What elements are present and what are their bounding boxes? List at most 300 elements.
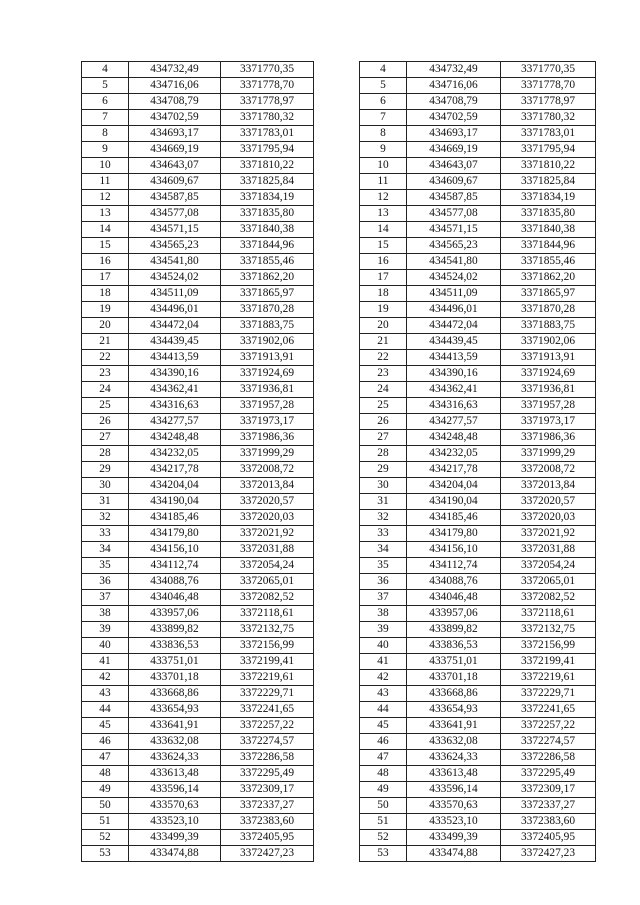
column-gap (314, 78, 360, 94)
left-x-coordinate: 434316,63 (129, 398, 221, 414)
column-gap (314, 686, 360, 702)
table-row (82, 542, 596, 558)
left-x-coordinate: 434179,80 (129, 526, 221, 542)
left-y-coordinate: 3371936,81 (221, 382, 314, 398)
right-point-number: 36 (360, 574, 407, 590)
left-y-coordinate: 3371865,97 (221, 286, 314, 302)
column-gap (314, 638, 360, 654)
left-x-coordinate: 434248,48 (129, 430, 221, 446)
right-x-coordinate: 434362,41 (407, 382, 501, 398)
table-row (82, 446, 596, 462)
left-x-coordinate: 433474,88 (129, 846, 221, 862)
right-x-coordinate: 434277,57 (407, 414, 501, 430)
left-x-coordinate: 434587,85 (129, 190, 221, 206)
right-y-coordinate: 3372031,88 (501, 542, 596, 558)
table-row (82, 558, 596, 574)
column-gap (314, 734, 360, 750)
column-gap (314, 798, 360, 814)
right-point-number: 51 (360, 814, 407, 830)
left-y-coordinate: 3372229,71 (221, 686, 314, 702)
right-point-number: 9 (360, 142, 407, 158)
left-point-number: 10 (82, 158, 129, 174)
right-point-number: 39 (360, 622, 407, 638)
column-gap (314, 62, 360, 78)
right-point-number: 45 (360, 718, 407, 734)
left-point-number: 4 (82, 62, 129, 78)
left-point-number: 29 (82, 462, 129, 478)
left-x-coordinate: 434112,74 (129, 558, 221, 574)
column-gap (314, 494, 360, 510)
column-gap (314, 254, 360, 270)
right-point-number: 34 (360, 542, 407, 558)
right-point-number: 23 (360, 366, 407, 382)
left-y-coordinate: 3371810,22 (221, 158, 314, 174)
column-gap (314, 526, 360, 542)
right-x-coordinate: 434702,59 (407, 110, 501, 126)
right-y-coordinate: 3372013,84 (501, 478, 596, 494)
right-y-coordinate: 3371778,97 (501, 94, 596, 110)
left-x-coordinate: 433654,93 (129, 702, 221, 718)
column-gap (314, 142, 360, 158)
right-y-coordinate: 3371957,28 (501, 398, 596, 414)
table-row (82, 574, 596, 590)
right-point-number: 20 (360, 318, 407, 334)
column-gap (314, 190, 360, 206)
right-point-number: 8 (360, 126, 407, 142)
left-y-coordinate: 3371957,28 (221, 398, 314, 414)
column-gap (314, 654, 360, 670)
right-y-coordinate: 3371936,81 (501, 382, 596, 398)
right-y-coordinate: 3372337,27 (501, 798, 596, 814)
table-row (82, 846, 596, 862)
left-point-number: 22 (82, 350, 129, 366)
left-x-coordinate: 434693,17 (129, 126, 221, 142)
right-point-number: 28 (360, 446, 407, 462)
right-x-coordinate: 434217,78 (407, 462, 501, 478)
column-gap (314, 478, 360, 494)
right-point-number: 13 (360, 206, 407, 222)
right-y-coordinate: 3372286,58 (501, 750, 596, 766)
left-y-coordinate: 3371840,38 (221, 222, 314, 238)
right-point-number: 35 (360, 558, 407, 574)
left-x-coordinate: 434362,41 (129, 382, 221, 398)
table-row (82, 590, 596, 606)
left-x-coordinate: 434232,05 (129, 446, 221, 462)
table-row (82, 302, 596, 318)
column-gap (314, 718, 360, 734)
table-row (82, 638, 596, 654)
column-gap (314, 846, 360, 862)
right-point-number: 31 (360, 494, 407, 510)
right-x-coordinate: 434185,46 (407, 510, 501, 526)
column-gap (314, 606, 360, 622)
left-y-coordinate: 3371825,84 (221, 174, 314, 190)
table-row (82, 462, 596, 478)
left-y-coordinate: 3371883,75 (221, 318, 314, 334)
left-y-coordinate: 3372219,61 (221, 670, 314, 686)
right-point-number: 26 (360, 414, 407, 430)
right-x-coordinate: 434565,23 (407, 238, 501, 254)
left-x-coordinate: 433624,33 (129, 750, 221, 766)
column-gap (314, 446, 360, 462)
table-row (82, 158, 596, 174)
right-x-coordinate: 434524,02 (407, 270, 501, 286)
table-row (82, 830, 596, 846)
table-row (82, 366, 596, 382)
table-row (82, 750, 596, 766)
table-row (82, 814, 596, 830)
right-point-number: 48 (360, 766, 407, 782)
column-gap (314, 110, 360, 126)
left-y-coordinate: 3372031,88 (221, 542, 314, 558)
table-row (82, 606, 596, 622)
right-y-coordinate: 3371834,19 (501, 190, 596, 206)
left-y-coordinate: 3372405,95 (221, 830, 314, 846)
table-row (82, 270, 596, 286)
table-row (82, 62, 596, 78)
right-y-coordinate: 3371840,38 (501, 222, 596, 238)
table-body (82, 62, 596, 862)
left-y-coordinate: 3372309,17 (221, 782, 314, 798)
right-point-number: 10 (360, 158, 407, 174)
table-row (82, 622, 596, 638)
left-point-number: 45 (82, 718, 129, 734)
right-point-number: 12 (360, 190, 407, 206)
left-y-coordinate: 3371770,35 (221, 62, 314, 78)
right-point-number: 15 (360, 238, 407, 254)
left-point-number: 51 (82, 814, 129, 830)
column-gap (314, 382, 360, 398)
table-row (82, 190, 596, 206)
left-x-coordinate: 434190,04 (129, 494, 221, 510)
left-y-coordinate: 3372427,23 (221, 846, 314, 862)
left-x-coordinate: 434609,67 (129, 174, 221, 190)
left-point-number: 30 (82, 478, 129, 494)
right-point-number: 24 (360, 382, 407, 398)
left-y-coordinate: 3371780,32 (221, 110, 314, 126)
right-x-coordinate: 434472,04 (407, 318, 501, 334)
left-point-number: 50 (82, 798, 129, 814)
table-row (82, 94, 596, 110)
right-x-coordinate: 434204,04 (407, 478, 501, 494)
right-point-number: 22 (360, 350, 407, 366)
right-x-coordinate: 434669,19 (407, 142, 501, 158)
table-row (82, 494, 596, 510)
right-x-coordinate: 433957,06 (407, 606, 501, 622)
right-x-coordinate: 434571,15 (407, 222, 501, 238)
left-point-number: 48 (82, 766, 129, 782)
left-x-coordinate: 434046,48 (129, 590, 221, 606)
table-row (82, 142, 596, 158)
right-point-number: 11 (360, 174, 407, 190)
right-x-coordinate: 434046,48 (407, 590, 501, 606)
right-point-number: 32 (360, 510, 407, 526)
right-point-number: 47 (360, 750, 407, 766)
left-y-coordinate: 3372020,03 (221, 510, 314, 526)
right-x-coordinate: 434413,59 (407, 350, 501, 366)
left-point-number: 13 (82, 206, 129, 222)
right-point-number: 4 (360, 62, 407, 78)
right-x-coordinate: 433596,14 (407, 782, 501, 798)
table-row (82, 510, 596, 526)
right-y-coordinate: 3372383,60 (501, 814, 596, 830)
left-x-coordinate: 434390,16 (129, 366, 221, 382)
column-gap (314, 766, 360, 782)
table-row (82, 78, 596, 94)
left-y-coordinate: 3371973,17 (221, 414, 314, 430)
left-point-number: 26 (82, 414, 129, 430)
table-row (82, 798, 596, 814)
column-gap (314, 590, 360, 606)
column-gap (314, 174, 360, 190)
right-y-coordinate: 3372199,41 (501, 654, 596, 670)
table-row (82, 398, 596, 414)
right-y-coordinate: 3372405,95 (501, 830, 596, 846)
left-y-coordinate: 3371778,70 (221, 78, 314, 94)
table-row (82, 686, 596, 702)
left-point-number: 33 (82, 526, 129, 542)
table-row (82, 766, 596, 782)
column-gap (314, 366, 360, 382)
right-point-number: 42 (360, 670, 407, 686)
right-point-number: 25 (360, 398, 407, 414)
left-y-coordinate: 3372286,58 (221, 750, 314, 766)
left-point-number: 35 (82, 558, 129, 574)
left-point-number: 23 (82, 366, 129, 382)
right-x-coordinate: 433668,86 (407, 686, 501, 702)
left-y-coordinate: 3371913,91 (221, 350, 314, 366)
column-gap (314, 302, 360, 318)
left-x-coordinate: 433596,14 (129, 782, 221, 798)
left-x-coordinate: 434204,04 (129, 478, 221, 494)
right-x-coordinate: 433570,63 (407, 798, 501, 814)
left-x-coordinate: 434472,04 (129, 318, 221, 334)
right-x-coordinate: 434156,10 (407, 542, 501, 558)
right-y-coordinate: 3371973,17 (501, 414, 596, 430)
right-y-coordinate: 3372021,92 (501, 526, 596, 542)
right-x-coordinate: 433701,18 (407, 670, 501, 686)
table-row (82, 718, 596, 734)
left-point-number: 16 (82, 254, 129, 270)
table-row (82, 734, 596, 750)
table-row (82, 702, 596, 718)
right-y-coordinate: 3372219,61 (501, 670, 596, 686)
right-x-coordinate: 434248,48 (407, 430, 501, 446)
right-y-coordinate: 3371870,28 (501, 302, 596, 318)
column-gap (314, 702, 360, 718)
left-point-number: 39 (82, 622, 129, 638)
left-y-coordinate: 3372199,41 (221, 654, 314, 670)
left-x-coordinate: 434541,80 (129, 254, 221, 270)
right-y-coordinate: 3372156,99 (501, 638, 596, 654)
right-y-coordinate: 3372020,03 (501, 510, 596, 526)
column-gap (314, 782, 360, 798)
column-gap (314, 238, 360, 254)
right-x-coordinate: 434439,45 (407, 334, 501, 350)
right-point-number: 29 (360, 462, 407, 478)
right-x-coordinate: 434693,17 (407, 126, 501, 142)
right-point-number: 19 (360, 302, 407, 318)
right-point-number: 21 (360, 334, 407, 350)
right-y-coordinate: 3372295,49 (501, 766, 596, 782)
left-y-coordinate: 3372082,52 (221, 590, 314, 606)
left-x-coordinate: 434716,06 (129, 78, 221, 94)
left-x-coordinate: 434708,79 (129, 94, 221, 110)
left-point-number: 24 (82, 382, 129, 398)
right-y-coordinate: 3371902,06 (501, 334, 596, 350)
left-point-number: 12 (82, 190, 129, 206)
right-x-coordinate: 434088,76 (407, 574, 501, 590)
left-point-number: 11 (82, 174, 129, 190)
column-gap (314, 510, 360, 526)
column-gap (314, 670, 360, 686)
column-gap (314, 814, 360, 830)
table-row (82, 238, 596, 254)
table-row (82, 526, 596, 542)
table-row (82, 254, 596, 270)
column-gap (314, 414, 360, 430)
right-x-coordinate: 433499,39 (407, 830, 501, 846)
right-x-coordinate: 434708,79 (407, 94, 501, 110)
table-row (82, 222, 596, 238)
left-y-coordinate: 3371924,69 (221, 366, 314, 382)
right-point-number: 30 (360, 478, 407, 494)
left-x-coordinate: 434088,76 (129, 574, 221, 590)
left-y-coordinate: 3371783,01 (221, 126, 314, 142)
right-x-coordinate: 434112,74 (407, 558, 501, 574)
left-point-number: 27 (82, 430, 129, 446)
table-row (82, 126, 596, 142)
left-point-number: 21 (82, 334, 129, 350)
column-gap (314, 126, 360, 142)
left-x-coordinate: 434702,59 (129, 110, 221, 126)
right-y-coordinate: 3371825,84 (501, 174, 596, 190)
right-y-coordinate: 3371865,97 (501, 286, 596, 302)
right-y-coordinate: 3371855,46 (501, 254, 596, 270)
left-y-coordinate: 3371870,28 (221, 302, 314, 318)
table-row (82, 318, 596, 334)
left-y-coordinate: 3372118,61 (221, 606, 314, 622)
right-y-coordinate: 3372241,65 (501, 702, 596, 718)
left-y-coordinate: 3371844,96 (221, 238, 314, 254)
column-gap (314, 350, 360, 366)
left-y-coordinate: 3371862,20 (221, 270, 314, 286)
right-y-coordinate: 3371795,94 (501, 142, 596, 158)
right-point-number: 40 (360, 638, 407, 654)
right-y-coordinate: 3372118,61 (501, 606, 596, 622)
right-point-number: 44 (360, 702, 407, 718)
table-row (82, 670, 596, 686)
left-x-coordinate: 434511,09 (129, 286, 221, 302)
right-point-number: 14 (360, 222, 407, 238)
right-point-number: 27 (360, 430, 407, 446)
left-y-coordinate: 3371902,06 (221, 334, 314, 350)
right-x-coordinate: 434609,67 (407, 174, 501, 190)
right-point-number: 53 (360, 846, 407, 862)
right-x-coordinate: 434190,04 (407, 494, 501, 510)
table-row (82, 478, 596, 494)
column-gap (314, 558, 360, 574)
left-x-coordinate: 434669,19 (129, 142, 221, 158)
left-y-coordinate: 3372274,57 (221, 734, 314, 750)
left-x-coordinate: 434217,78 (129, 462, 221, 478)
left-y-coordinate: 3372295,49 (221, 766, 314, 782)
right-x-coordinate: 434232,05 (407, 446, 501, 462)
left-point-number: 49 (82, 782, 129, 798)
right-y-coordinate: 3371883,75 (501, 318, 596, 334)
table-row (82, 350, 596, 366)
right-point-number: 33 (360, 526, 407, 542)
right-x-coordinate: 434577,08 (407, 206, 501, 222)
coordinates-table (81, 61, 596, 862)
left-y-coordinate: 3372020,57 (221, 494, 314, 510)
left-point-number: 40 (82, 638, 129, 654)
left-x-coordinate: 433632,08 (129, 734, 221, 750)
left-point-number: 17 (82, 270, 129, 286)
left-x-coordinate: 434577,08 (129, 206, 221, 222)
right-point-number: 46 (360, 734, 407, 750)
left-x-coordinate: 433570,63 (129, 798, 221, 814)
left-y-coordinate: 3372257,22 (221, 718, 314, 734)
left-x-coordinate: 433899,82 (129, 622, 221, 638)
left-point-number: 15 (82, 238, 129, 254)
left-x-coordinate: 434496,01 (129, 302, 221, 318)
left-point-number: 37 (82, 590, 129, 606)
right-point-number: 49 (360, 782, 407, 798)
right-y-coordinate: 3371778,70 (501, 78, 596, 94)
table-row (82, 414, 596, 430)
right-point-number: 43 (360, 686, 407, 702)
right-y-coordinate: 3371810,22 (501, 158, 596, 174)
right-y-coordinate: 3371835,80 (501, 206, 596, 222)
column-gap (314, 574, 360, 590)
left-y-coordinate: 3372337,27 (221, 798, 314, 814)
right-point-number: 50 (360, 798, 407, 814)
left-x-coordinate: 434565,23 (129, 238, 221, 254)
table-row (82, 382, 596, 398)
right-x-coordinate: 433899,82 (407, 622, 501, 638)
right-y-coordinate: 3371986,36 (501, 430, 596, 446)
right-x-coordinate: 434496,01 (407, 302, 501, 318)
right-x-coordinate: 433523,10 (407, 814, 501, 830)
left-point-number: 14 (82, 222, 129, 238)
column-gap (314, 158, 360, 174)
left-point-number: 38 (82, 606, 129, 622)
left-point-number: 6 (82, 94, 129, 110)
column-gap (314, 318, 360, 334)
left-y-coordinate: 3372008,72 (221, 462, 314, 478)
right-y-coordinate: 3371844,96 (501, 238, 596, 254)
right-x-coordinate: 434541,80 (407, 254, 501, 270)
left-point-number: 46 (82, 734, 129, 750)
right-x-coordinate: 433624,33 (407, 750, 501, 766)
right-x-coordinate: 433632,08 (407, 734, 501, 750)
right-x-coordinate: 434716,06 (407, 78, 501, 94)
left-x-coordinate: 433836,53 (129, 638, 221, 654)
left-point-number: 8 (82, 126, 129, 142)
right-x-coordinate: 434316,63 (407, 398, 501, 414)
left-y-coordinate: 3372156,99 (221, 638, 314, 654)
right-point-number: 37 (360, 590, 407, 606)
left-point-number: 28 (82, 446, 129, 462)
left-point-number: 44 (82, 702, 129, 718)
left-x-coordinate: 434524,02 (129, 270, 221, 286)
column-gap (314, 622, 360, 638)
column-gap (314, 750, 360, 766)
left-point-number: 25 (82, 398, 129, 414)
left-point-number: 20 (82, 318, 129, 334)
column-gap (314, 94, 360, 110)
